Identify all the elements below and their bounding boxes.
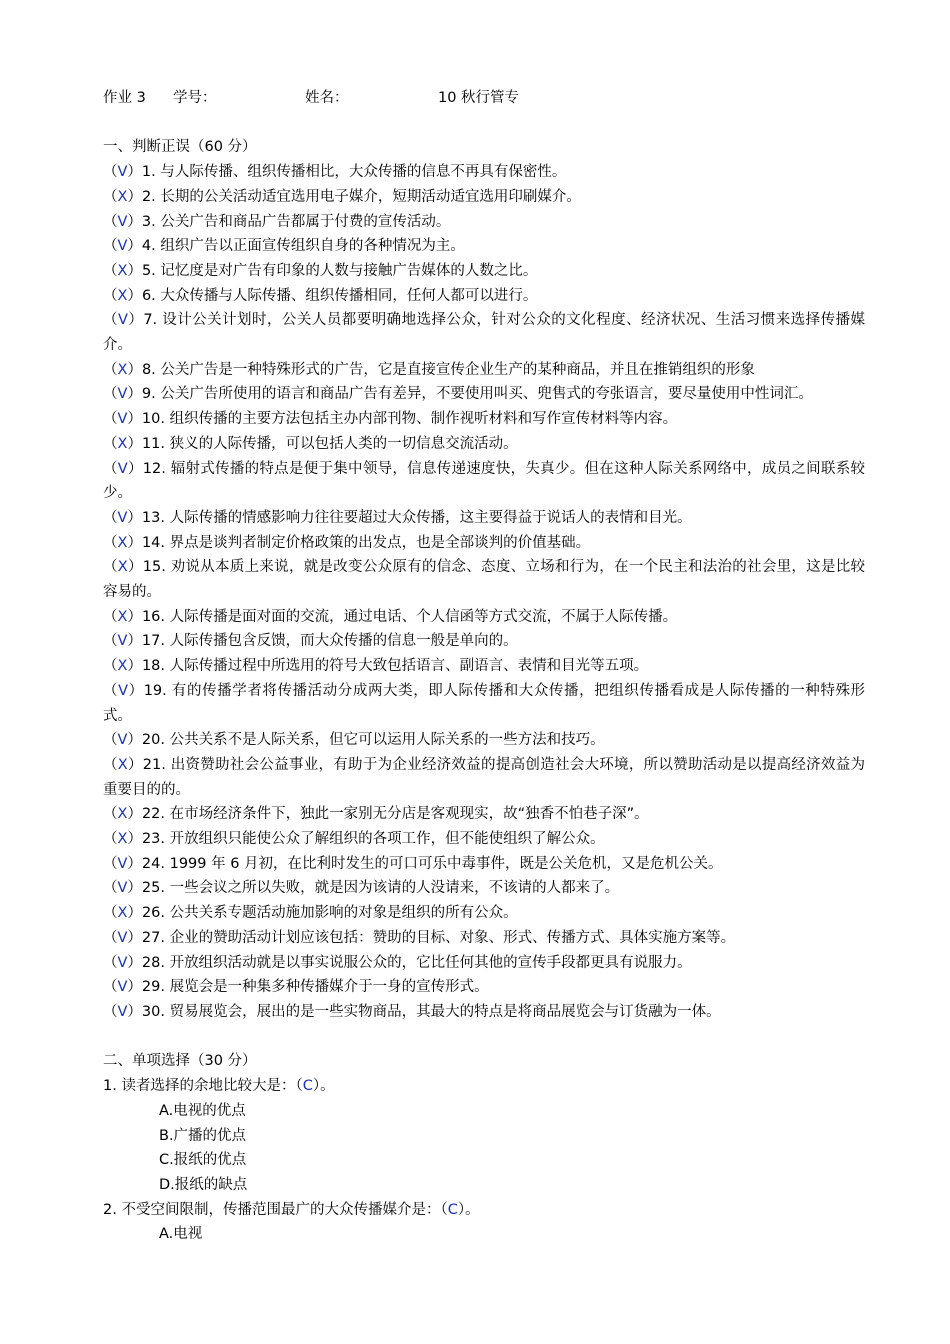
answer-paren-open: （ — [103, 1004, 118, 1020]
true-false-item — [103, 234, 865, 259]
student-name-label: 姓名： — [305, 90, 349, 106]
answer-mark: V — [117, 954, 128, 971]
true-false-list — [103, 160, 865, 1025]
answer-mark: X — [117, 756, 128, 773]
true-false-item — [103, 975, 865, 1000]
answer-paren-close: ） — [127, 312, 144, 329]
answer-mark: X — [117, 559, 128, 576]
statement-text: 15. 劝说从本质上来说，就是改变公众原有的信念、态度、立场和行为，在一个民主和法治的社会里，这是比较容易的。 — [103, 559, 866, 601]
answer-mark: X — [117, 534, 128, 551]
true-false-item — [103, 358, 865, 383]
statement-text: 3. 公关广告和商品广告都属于付费的宣传活动。 — [141, 213, 451, 230]
statement-text: 10. 组织传播的主要方法包括主办内部刊物、制作视听材料和写作宣传材料等内容。 — [141, 411, 678, 428]
answer-mark: V — [117, 460, 128, 477]
answer-mark: V — [117, 880, 128, 897]
true-false-item — [103, 210, 865, 235]
mc-question-1-option-c: C.报纸的优点 — [159, 1152, 247, 1169]
answer-mark: X — [117, 287, 128, 304]
answer-mark: X — [117, 905, 128, 922]
answer-paren-open: （ — [103, 905, 118, 922]
answer-mark: X — [117, 435, 128, 452]
mc-question-1 — [103, 1074, 865, 1099]
true-false-item — [103, 926, 865, 951]
true-false-item — [103, 876, 865, 901]
answer-paren-close: ） — [127, 756, 143, 773]
answer-mark: V — [117, 979, 128, 996]
answer-paren-close: ） — [127, 1004, 142, 1020]
true-false-item — [103, 555, 865, 604]
answer-mark: V — [117, 386, 128, 403]
answer-paren-open: （ — [103, 411, 118, 428]
true-false-item — [103, 284, 865, 309]
answer-mark: X — [117, 188, 128, 205]
answer-paren-close: ） — [127, 287, 142, 304]
statement-text: 27. 企业的赞助活动计划应该包括：赞助的目标、对象、形式、传播方式、具体实施方案等。 — [141, 929, 736, 946]
answer-paren-open: （ — [103, 682, 119, 699]
answer-mark: V — [117, 633, 128, 650]
mc-question-1-stem-end: ）。 — [312, 1078, 335, 1095]
true-false-item — [103, 407, 865, 432]
answer-paren-open: （ — [103, 880, 118, 897]
true-false-item — [103, 259, 865, 284]
answer-paren-open: （ — [103, 361, 118, 378]
true-false-item — [103, 679, 865, 728]
answer-paren-close: ） — [127, 559, 143, 576]
mc-question-2-option-a: A.电视 — [159, 1226, 203, 1243]
answer-paren-open: （ — [103, 435, 118, 452]
statement-text: 20. 公共关系不是人际关系，但它可以运用人际关系的一些方法和技巧。 — [141, 732, 605, 749]
answer-mark: X — [117, 608, 128, 625]
statement-text: 30. 贸易展览会，展出的是一些实物商品，其最大的特点是将商品展览会与订货融为一体。 — [141, 1004, 721, 1020]
true-false-item — [103, 160, 865, 185]
statement-text: 23. 开放组织只能使公众了解组织的各项工作，但不能使组织了解公众。 — [141, 831, 605, 848]
answer-paren-open: （ — [103, 386, 118, 403]
answer-paren-close: ） — [127, 831, 142, 848]
statement-text: 16. 人际传播是面对面的交流，通过电话、个人信函等方式交流，不属于人际传播。 — [141, 608, 678, 625]
answer-paren-open: （ — [103, 979, 118, 996]
answer-paren-close: ） — [127, 979, 142, 996]
statement-text: 4. 组织广告以正面宣传组织自身的各种情况为主。 — [141, 238, 465, 255]
mc-question-1-stem: 1. 读者选择的余地比较大是：（ — [103, 1078, 303, 1095]
answer-mark: V — [117, 855, 128, 872]
mc-question-1-option-a: A.电视的优点 — [159, 1102, 246, 1119]
statement-text: 28. 开放组织活动就是以事实说服公众的，它比任何其他的宣传手段都更具有说服力。 — [141, 954, 692, 971]
answer-paren-close: ） — [127, 658, 142, 675]
answer-paren-open: （ — [103, 312, 118, 329]
class-label: 10 秋行管专 — [438, 90, 520, 106]
true-false-item — [103, 827, 865, 852]
statement-text: 11. 狭义的人际传播，可以包括人类的一切信息交流活动。 — [141, 435, 518, 452]
statement-text: 24. 1999 年 6 月初，在比利时发生的可口可乐中毒事件，既是公关危机，又是危机公关。 — [141, 855, 723, 872]
statement-text: 9. 公关广告所使用的语言和商品广告有差异，不要使用叫买、兜售式的夸张语言，要尽量使用中性词汇。 — [141, 386, 813, 403]
answer-mark: X — [117, 658, 128, 675]
statement-text: 12. 辐射式传播的特点是便于集中领导，信息传递速度快，失真少。但在这种人际关系网络中，成员之间联系较少。 — [103, 460, 866, 502]
answer-paren-open: （ — [103, 213, 118, 230]
answer-mark: X — [117, 262, 128, 279]
answer-paren-open: （ — [103, 831, 118, 848]
section-2-title: 二、单项选择（30 分） — [103, 1053, 257, 1070]
statement-text: 18. 人际传播过程中所选用的符号大致包括语言、副语言、表情和目光等五项。 — [141, 658, 649, 675]
statement-text: 13. 人际传播的情感影响力往往要超过大众传播，这主要得益于说话人的表情和目光。 — [141, 509, 692, 526]
answer-mark: V — [117, 213, 128, 230]
true-false-item — [103, 457, 865, 506]
answer-mark: V — [117, 732, 128, 749]
true-false-item — [103, 185, 865, 210]
answer-paren-open: （ — [103, 262, 118, 279]
statement-text: 7. 设计公关计划时，公关人员都要明确地选择公众，针对公众的文化程度、经济状况、生活习惯来选择传播媒介。 — [103, 312, 866, 354]
answer-paren-close: ） — [127, 905, 142, 922]
answer-paren-close: ） — [127, 361, 142, 378]
answer-paren-open: （ — [103, 460, 118, 477]
answer-paren-open: （ — [103, 633, 118, 650]
answer-mark: V — [117, 312, 128, 329]
answer-paren-open: （ — [103, 658, 118, 675]
answer-paren-open: （ — [103, 238, 118, 255]
mc-question-2-stem-end: ）。 — [457, 1201, 480, 1218]
answer-paren-close: ） — [127, 954, 142, 971]
answer-paren-close: ） — [127, 460, 143, 477]
answer-paren-close: ） — [127, 608, 142, 625]
answer-mark: V — [117, 929, 128, 946]
answer-paren-close: ） — [127, 238, 142, 255]
answer-paren-close: ） — [127, 411, 142, 428]
true-false-item — [103, 753, 865, 802]
true-false-item — [103, 654, 865, 679]
mc-question-2-stem: 2. 不受空间限制，传播范围最广的大众传播媒介是：（ — [103, 1201, 448, 1218]
answer-paren-close: ） — [127, 880, 142, 897]
mc-question-2-answer: C — [447, 1201, 458, 1218]
answer-paren-open: （ — [103, 287, 118, 304]
answer-paren-close: ） — [127, 213, 142, 230]
true-false-item — [103, 531, 865, 556]
true-false-item — [103, 629, 865, 654]
answer-paren-close: ） — [127, 435, 142, 452]
true-false-item — [103, 308, 865, 357]
section-1-title: 一、判断正误（60 分） — [103, 139, 257, 156]
mc-question-2 — [103, 1198, 865, 1223]
statement-text: 25. 一些会议之所以失败，就是因为该请的人没请来，不该请的人都来了。 — [141, 880, 620, 897]
answer-paren-close: ） — [127, 929, 142, 946]
statement-text: 21. 出资赞助社会公益事业，有助于为企业经济效益的提高创造社会大环境，所以赞助活动是以提高经济效益为重要目的的。 — [103, 756, 866, 798]
document-content — [103, 86, 865, 1247]
answer-paren-close: ） — [127, 534, 142, 551]
statement-text: 19. 有的传播学者将传播活动分成两大类，即人际传播和大众传播，把组织传播看成是人际传播的一种特殊形式。 — [103, 682, 866, 724]
answer-paren-open: （ — [103, 855, 118, 872]
answer-mark: V — [117, 1004, 128, 1020]
answer-paren-open: （ — [103, 559, 118, 576]
true-false-item — [103, 852, 865, 877]
answer-paren-open: （ — [103, 954, 118, 971]
answer-paren-open: （ — [103, 509, 118, 526]
answer-paren-open: （ — [103, 534, 118, 551]
answer-mark: V — [117, 411, 128, 428]
statement-text: 1. 与人际传播、组织传播相比，大众传播的信息不再具有保密性。 — [141, 164, 567, 181]
student-id-label: 学号： — [173, 90, 217, 106]
mc-question-1-option-d: D.报纸的缺点 — [159, 1176, 248, 1193]
answer-paren-close: ） — [127, 855, 142, 872]
answer-paren-open: （ — [103, 929, 118, 946]
homework-number: 作业 3 — [103, 90, 146, 106]
true-false-item — [103, 506, 865, 531]
true-false-item — [103, 432, 865, 457]
answer-mark: X — [117, 806, 128, 823]
true-false-item — [103, 382, 865, 407]
statement-text: 26. 公共关系专题活动施加影响的对象是组织的所有公众。 — [141, 905, 518, 922]
true-false-item — [103, 605, 865, 630]
true-false-item — [103, 1000, 865, 1025]
answer-paren-close: ） — [127, 262, 142, 279]
answer-paren-open: （ — [103, 756, 118, 773]
statement-text: 5. 记忆度是对广告有印象的人数与接触广告媒体的人数之比。 — [141, 262, 538, 279]
mc-question-1-answer: C — [302, 1078, 313, 1095]
true-false-item — [103, 728, 865, 753]
answer-paren-open: （ — [103, 732, 118, 749]
answer-paren-close: ） — [128, 682, 144, 699]
answer-mark: V — [117, 509, 128, 526]
answer-mark: V — [118, 682, 129, 699]
statement-text: 6. 大众传播与人际传播、组织传播相同，任何人都可以进行。 — [141, 287, 538, 304]
statement-text: 17. 人际传播包含反馈，而大众传播的信息一般是单向的。 — [141, 633, 518, 650]
document-header — [103, 86, 865, 111]
statement-text: 29. 展览会是一种集多种传播媒介于一身的宣传形式。 — [141, 979, 489, 996]
answer-mark: V — [117, 164, 128, 181]
answer-paren-close: ） — [127, 806, 142, 823]
answer-paren-open: （ — [103, 164, 118, 181]
answer-paren-close: ） — [127, 188, 142, 205]
answer-mark: X — [117, 361, 128, 378]
answer-paren-close: ） — [127, 509, 142, 526]
mc-question-1-option-b: B.广播的优点 — [159, 1127, 247, 1144]
answer-mark: X — [117, 831, 128, 848]
answer-paren-close: ） — [127, 732, 142, 749]
statement-text: 2. 长期的公关活动适宜选用电子媒介，短期活动适宜选用印刷媒介。 — [141, 188, 581, 205]
section-gap — [103, 1025, 865, 1050]
answer-paren-close: ） — [127, 386, 142, 403]
statement-text: 8. 公关广告是一种特殊形式的广告，它是直接宣传企业生产的某种商品，并且在推销组织的形象 — [141, 361, 755, 378]
answer-paren-open: （ — [103, 188, 118, 205]
answer-paren-close: ） — [127, 633, 142, 650]
true-false-item — [103, 951, 865, 976]
statement-text: 22. 在市场经济条件下，独此一家别无分店是客观现实，故“独香不怕巷子深”。 — [141, 806, 649, 823]
true-false-item — [103, 802, 865, 827]
answer-paren-close: ） — [127, 164, 142, 181]
answer-mark: V — [117, 238, 128, 255]
true-false-item — [103, 901, 865, 926]
answer-paren-open: （ — [103, 806, 118, 823]
answer-paren-open: （ — [103, 608, 118, 625]
statement-text: 14. 界点是谈判者制定价格政策的出发点，也是全部谈判的价值基础。 — [141, 534, 591, 551]
